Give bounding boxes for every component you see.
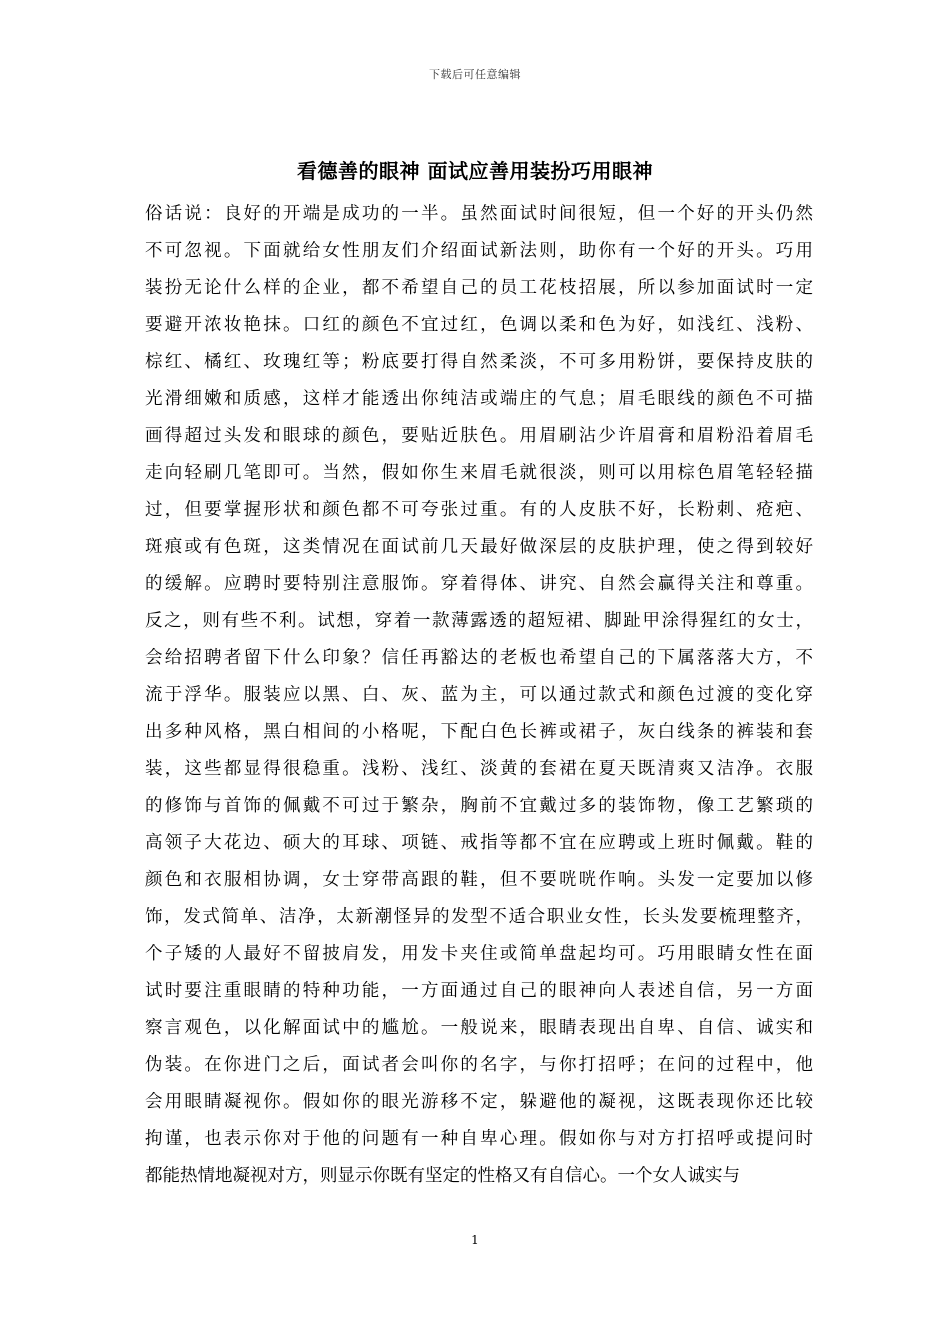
body-line: 不可忽视。下面就给女性朋友们介绍面试新法则，助你有一个好的开头。巧用 <box>145 241 813 261</box>
body-line: 伪装。在你进门之后，面试者会叫你的名字，与你打招呼；在问的过程中，他 <box>145 1055 813 1075</box>
body-line: 画得超过头发和眼球的颜色，要贴近肤色。用眉刷沾少许眉膏和眉粉沿着眉毛 <box>145 426 813 446</box>
body-line: 会给招聘者留下什么印象？信任再豁达的老板也希望自己的下属落落大方，不 <box>145 648 813 668</box>
body-line: 装扮无论什么样的企业，都不希望自己的员工花枝招展，所以参加面试时一定 <box>145 278 813 298</box>
body-line: 反之，则有些不利。试想，穿着一款薄露透的超短裙、脚趾甲涂得猩红的女士， <box>145 611 813 631</box>
body-line: 高领子大花边、硕大的耳球、项链、戒指等都不宜在应聘或上班时佩戴。鞋的 <box>145 833 813 853</box>
body-line: 过，但要掌握形状和颜色都不可夸张过重。有的人皮肤不好，长粉刺、疮疤、 <box>145 500 813 520</box>
body-line: 流于浮华。服装应以黑、白、灰、蓝为主，可以通过款式和颜色过渡的变化穿 <box>145 685 813 705</box>
body-line: 装，这些都显得很稳重。浅粉、浅红、淡黄的套裙在夏天既清爽又洁净。衣服 <box>145 759 813 779</box>
page-number: 1 <box>471 1233 479 1247</box>
body-line: 都能热情地凝视对方，则显示你既有坚定的性格又有自信心。一个女人诚实与 <box>145 1166 740 1186</box>
body-line: 俗话说：良好的开端是成功的一半。虽然面试时间很短，但一个好的开头仍然 <box>145 204 813 224</box>
body-line: 颜色和衣服相协调，女士穿带高跟的鞋，但不要咣咣作响。头发一定要加以修 <box>145 870 813 890</box>
body-line: 会用眼睛凝视你。假如你的眼光游移不定，躲避他的凝视，这既表现你还比较 <box>145 1092 813 1112</box>
body-line: 拘谨，也表示你对于他的问题有一种自卑心理。假如你与对方打招呼或提问时 <box>145 1129 813 1149</box>
body-line: 出多种风格，黑白相间的小格呢，下配白色长裤或裙子，灰白线条的裤装和套 <box>145 722 813 742</box>
body-line: 走向轻刷几笔即可。当然，假如你生来眉毛就很淡，则可以用棕色眉笔轻轻描 <box>145 463 813 483</box>
body-line: 饰，发式简单、洁净，太新潮怪异的发型不适合职业女性，长头发要梳理整齐， <box>145 907 813 927</box>
body-line: 个子矮的人最好不留披肩发，用发卡夹住或简单盘起均可。巧用眼睛女性在面 <box>145 944 813 964</box>
body-line: 斑痕或有色斑，这类情况在面试前几天最好做深层的皮肤护理，使之得到较好 <box>145 537 813 557</box>
body-line: 要避开浓妆艳抹。口红的颜色不宜过红，色调以柔和色为好，如浅红、浅粉、 <box>145 315 813 335</box>
page-header-note: 下载后可任意编辑 <box>429 68 521 81</box>
body-text <box>145 196 813 1195</box>
body-line: 的缓解。应聘时要特别注意服饰。穿着得体、讲究、自然会赢得关注和尊重。 <box>145 574 813 594</box>
body-line: 察言观色，以化解面试中的尴尬。一般说来，眼睛表现出自卑、自信、诚实和 <box>145 1018 813 1038</box>
document-title: 看德善的眼神 面试应善用装扮巧用眼神 <box>297 159 653 183</box>
body-line: 试时要注重眼睛的特种功能，一方面通过自己的眼神向人表述自信，另一方面 <box>145 981 813 1001</box>
body-line: 光滑细嫩和质感，这样才能透出你纯洁或端庄的气息；眉毛眼线的颜色不可描 <box>145 389 813 409</box>
body-line: 棕红、橘红、玫瑰红等；粉底要打得自然柔淡，不可多用粉饼，要保持皮肤的 <box>145 352 813 372</box>
body-line: 的修饰与首饰的佩戴不可过于繁杂，胸前不宜戴过多的装饰物，像工艺繁琐的 <box>145 796 813 816</box>
